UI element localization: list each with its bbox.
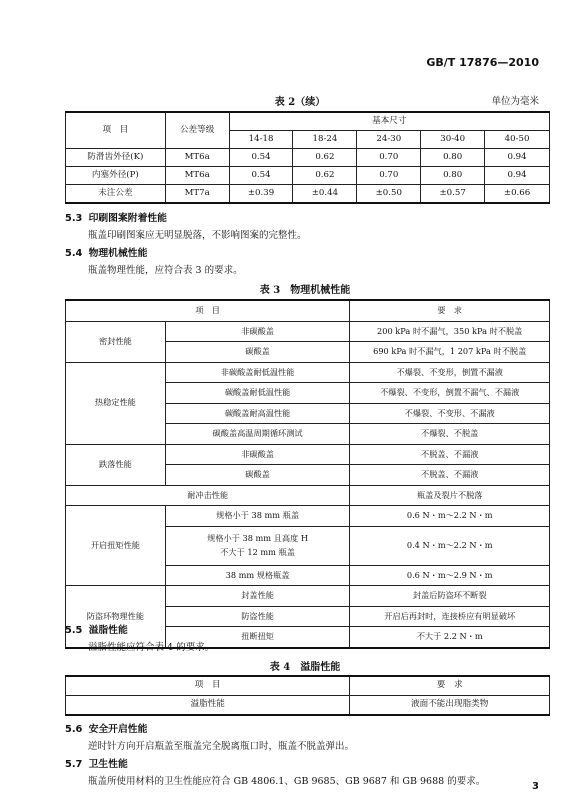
row-grade: MT6a — [165, 167, 229, 185]
section-title: 物理机械性能 — [88, 248, 148, 259]
header-requirement: 要 求 — [350, 300, 550, 321]
sub-item: 碳酸盖 — [165, 465, 350, 486]
section-title: 安全开启性能 — [88, 724, 148, 735]
cell-value: 0.94 — [485, 167, 550, 185]
requirement: 0.4 N・m～2.2 N・m — [350, 526, 550, 565]
group-drop: 跌落性能 — [66, 444, 166, 485]
section-title: 溢脂性能 — [88, 625, 128, 636]
row-grade: MT7a — [165, 185, 229, 204]
size-col: 40-50 — [485, 131, 550, 149]
cell-value: ±0.39 — [229, 185, 293, 204]
cell-value: 0.62 — [293, 167, 357, 185]
section-5-4-heading — [65, 245, 147, 259]
requirement: 封盖后防盗环不断裂 — [350, 586, 550, 607]
cell-value: ±0.66 — [485, 185, 550, 204]
group-torque: 开启扭矩性能 — [66, 506, 166, 586]
cell-value: 0.70 — [357, 149, 421, 167]
header-item: 项 目 — [66, 300, 350, 321]
requirement: 0.6 N・m～2.2 N・m — [350, 506, 550, 527]
section-5-6-heading — [65, 721, 147, 735]
table-3 — [65, 299, 550, 649]
requirement: 开启后再封时，连接桥应有明显破坏 — [350, 606, 550, 627]
section-title: 印刷图案附着性能 — [88, 213, 167, 224]
requirement: 200 kPa 时不漏气，350 kPa 时不脱盖 — [350, 321, 550, 342]
table-row — [66, 167, 550, 185]
sub-item: 规格小于 38 mm 瓶盖 — [165, 506, 350, 527]
sub-item: 碳酸盖耐高温性能 — [165, 403, 350, 424]
header-grade: 公差等级 — [165, 112, 229, 149]
table4-caption: 表 4 溢脂性能 — [269, 662, 341, 673]
requirement: 0.6 N・m～2.9 N・m — [350, 565, 550, 586]
cell-value: ±0.50 — [357, 185, 421, 204]
row-item: 未注公差 — [66, 185, 166, 204]
section-5-6-text: 逆时针方向开启瓶盖至瓶盖完全脱离瓶口时，瓶盖不脱盖弹出。 — [88, 741, 355, 752]
size-col: 18-24 — [293, 131, 357, 149]
requirement: 不脱盖、不漏液 — [350, 444, 550, 465]
section-number: 5.4 — [65, 248, 83, 259]
size-col: 30-40 — [421, 131, 485, 149]
table3-caption: 表 3 物理机械性能 — [259, 285, 351, 296]
sub-item: 非碳酸盖 — [165, 321, 350, 342]
table-4 — [65, 675, 550, 716]
cell-value: 0.62 — [293, 149, 357, 167]
sub-item — [165, 526, 350, 565]
impact-item: 耐冲击性能 — [66, 485, 350, 506]
header-item: 项 目 — [66, 112, 166, 149]
row-item: 内塞外径(P) — [66, 167, 166, 185]
size-col: 24-30 — [357, 131, 421, 149]
row-item: 溢脂性能 — [66, 696, 350, 716]
group-seal: 密封性能 — [66, 321, 166, 362]
page-number: 3 — [532, 781, 539, 792]
requirement: 不爆裂、不变形，倒置不漏气、不漏液 — [350, 383, 550, 404]
group-anti-theft: 防盗环物理性能 — [66, 586, 166, 648]
cell-value: 0.80 — [421, 149, 485, 167]
table-2 — [65, 111, 550, 204]
section-5-7-heading — [65, 756, 128, 770]
sub-item: 防盗性能 — [165, 606, 350, 627]
cell-value: 0.54 — [229, 167, 293, 185]
table-row — [66, 149, 550, 167]
requirement: 不脱盖、不漏液 — [350, 465, 550, 486]
section-5-5-heading — [65, 622, 128, 636]
row-grade: MT6a — [165, 149, 229, 167]
section-5-5-text: 溢脂性能应符合表 4 的要求。 — [88, 642, 215, 653]
requirement: 液面不能出现脂类物 — [350, 696, 550, 716]
sub-item-line: 不大于 12 mm 瓶盖 — [220, 547, 295, 557]
section-number: 5.6 — [65, 724, 83, 735]
sub-item: 非碳酸盖 — [165, 444, 350, 465]
cell-value: ±0.44 — [293, 185, 357, 204]
standard-code: GB/T 17876—2010 — [426, 56, 539, 69]
requirement: 690 kPa 时不漏气，1 207 kPa 时不脱盖 — [350, 342, 550, 363]
table-row — [66, 185, 550, 204]
header-item: 项 目 — [66, 676, 350, 696]
requirement: 不爆裂、不脱盖 — [350, 424, 550, 445]
section-5-3-heading — [65, 210, 167, 224]
sub-item: 封盖性能 — [165, 586, 350, 607]
sub-item: 碳酸盖耐低温性能 — [165, 383, 350, 404]
section-number: 5.5 — [65, 625, 83, 636]
requirement: 不爆裂、不变形、不漏液 — [350, 403, 550, 424]
sub-item: 38 mm 规格瓶盖 — [165, 565, 350, 586]
section-5-3-text: 瓶盖印刷图案应无明显脱落，不影响图案的完整性。 — [88, 230, 307, 241]
section-5-4-text: 瓶盖物理性能，应符合表 3 的要求。 — [88, 265, 243, 276]
unit-label: 单位为毫米 — [491, 96, 539, 107]
row-item: 防滑齿外径(K) — [66, 149, 166, 167]
size-col: 14-18 — [229, 131, 293, 149]
section-title: 卫生性能 — [88, 759, 128, 770]
cell-value: 0.94 — [485, 149, 550, 167]
sub-item-line: 规格小于 38 mm 且高度 H — [207, 532, 308, 543]
table2-caption: 表 2（续） — [274, 97, 326, 108]
cell-value: 0.54 — [229, 149, 293, 167]
requirement: 瓶盖及裂片不脱落 — [350, 485, 550, 506]
cell-value: 0.80 — [421, 167, 485, 185]
cell-value: 0.70 — [357, 167, 421, 185]
cell-value: ±0.57 — [421, 185, 485, 204]
section-number: 5.3 — [65, 213, 83, 224]
header-basic-size: 基本尺寸 — [229, 112, 549, 131]
section-number: 5.7 — [65, 759, 83, 770]
header-requirement: 要 求 — [350, 676, 550, 696]
requirement: 不爆裂、不变形，倒置不漏液 — [350, 362, 550, 383]
sub-item: 碳酸盖高温周期循环测试 — [165, 424, 350, 445]
section-5-7-text: 瓶盖所使用材料的卫生性能应符合 GB 4806.1、GB 9685、GB 9687 和 GB 9688 的要求。 — [88, 776, 486, 787]
sub-item: 碳酸盖 — [165, 342, 350, 363]
sub-item: 非碳酸盖耐低温性能 — [165, 362, 350, 383]
group-thermal: 热稳定性能 — [66, 362, 166, 444]
requirement: 不大于 2.2 N・m — [350, 627, 550, 648]
sub-item: 扭断扭矩 — [165, 627, 350, 648]
